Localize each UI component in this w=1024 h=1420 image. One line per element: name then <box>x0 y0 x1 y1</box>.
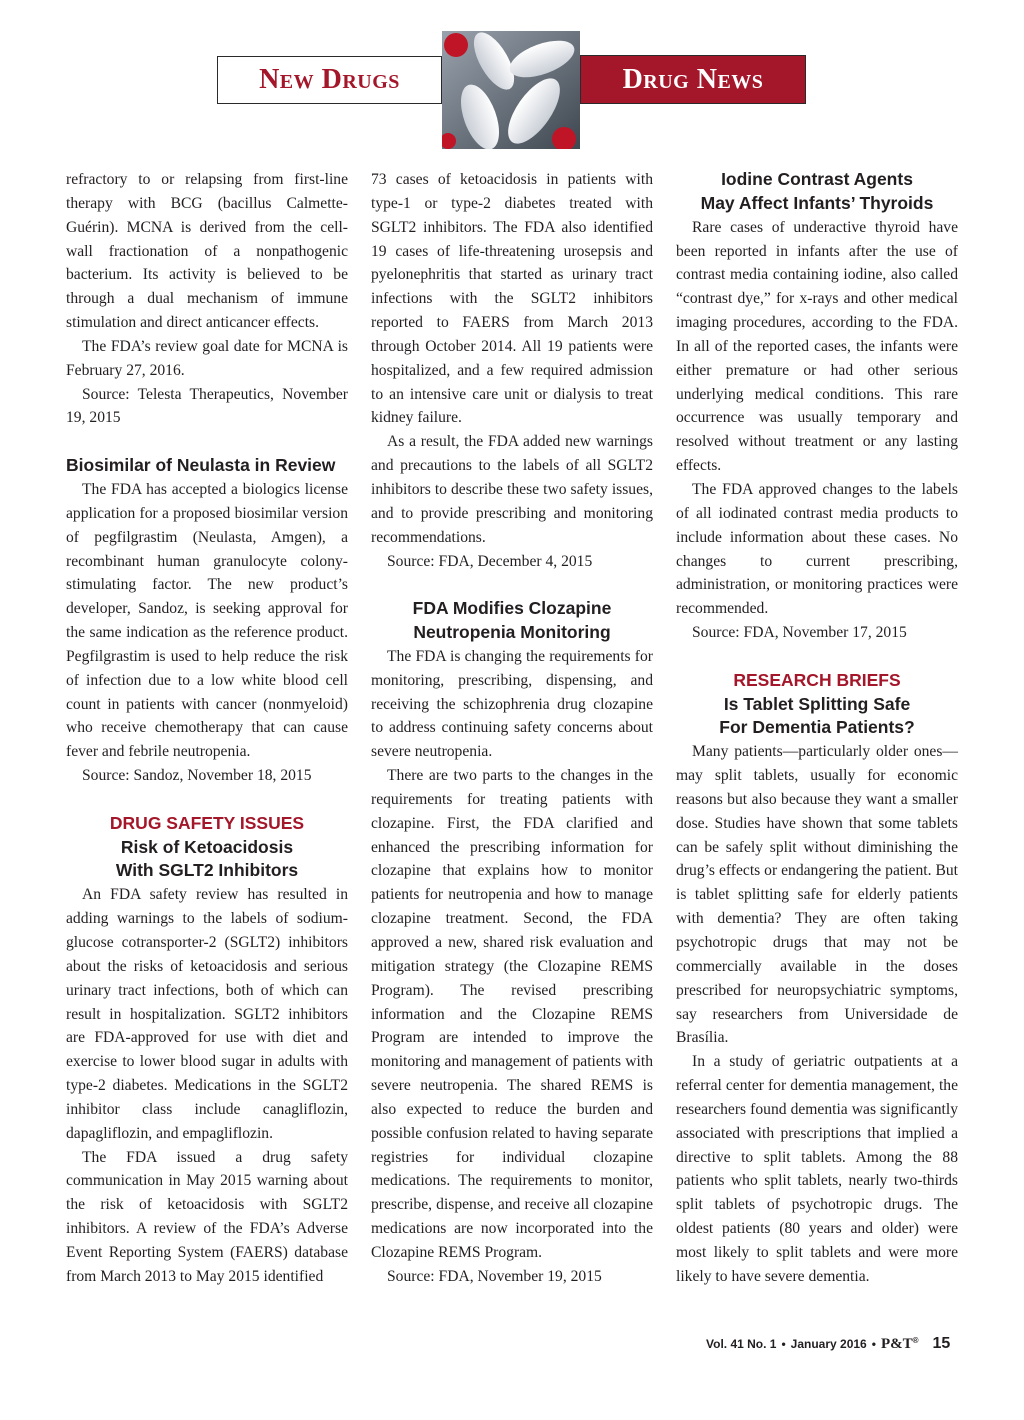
section-title-new-drugs <box>217 56 442 104</box>
col3-paragraph-tablet-splitting: Many patients—particularly older ones—may split tablets, usually for economic reasons but also because they want a smaller dose. Studies have shown that some tablets can be safely split without diminishing the drug’s effects or endangering the patient. But is tablet splitting safe for elderly patients with dementia? They are often taking psychotropic drugs that may not be commercially available in the doses prescribed for neuropsychiatric symptoms, say researchers from Universidade de Brasília. <box>676 743 958 1047</box>
heading-iodine-line2: May Affect Infants’ Thyroids <box>700 192 934 213</box>
kicker-drug-safety-issues: DRUG SAFETY ISSUES <box>109 812 305 833</box>
col1-paragraph-1: refractory to or relapsing from first-line therapy with BCG (bacillus Calmette-Guérin). MCNA is derived from the cell-wall fractionation of a nonpathogenic bacterium. Its activity is believed to be through a dual mechanism of immune stimulation and direct anticancer effects. <box>66 171 348 332</box>
section-title-drug-news-text: Drug News <box>622 63 764 95</box>
heading-neulasta-biosimilar: Biosimilar of Neulasta in Review <box>66 455 336 476</box>
heading-tablet-line2: For Dementia Patients? <box>719 717 915 738</box>
pills-illustration <box>442 31 580 149</box>
footer-volume: Vol. 41 No. 1 <box>706 1337 777 1351</box>
col2-paragraph-2: As a result, the FDA added new warnings and precautions to the labels of all SGLT2 inhibitors to describe these two safety issues, and to provide prescribing and monitoring recommendations. <box>371 433 653 546</box>
column-1 <box>66 168 348 1289</box>
col2-source-fda-dec4: Source: FDA, December 4, 2015 <box>387 552 593 570</box>
col3-paragraph-labels: The FDA approved changes to the labels of all iodinated contrast media products to include information about these cases. No changes to current prescribing, administration, or monitoring practices were recommended. <box>676 480 958 618</box>
footer-journal: P&T <box>880 1336 913 1352</box>
col1-source-telesta: Source: Telesta Therapeutics, November 19, 2015 <box>66 385 348 427</box>
pills-photo <box>442 31 580 149</box>
col3-paragraph-study: In a study of geriatric outpatients at a referral center for dementia management, the researchers found dementia was significantly associated with prescriptions that implied a directive to split tablets. Among the 88 patients who split tablets, nearly two-thirds split tablets of psychotropic drugs. The oldest patients (80 years and older) were most likely to split tablets and were more likely to have severe dementia. <box>676 1053 958 1285</box>
page-number: 15 <box>932 1335 951 1352</box>
page-footer <box>706 1335 950 1353</box>
heading-tablet-line1: Is Tablet Splitting Safe <box>723 693 911 714</box>
footer-registered-mark: ® <box>912 1336 919 1345</box>
col1-paragraph-2: The FDA’s review goal date for MCNA is February 27, 2016. <box>66 337 348 379</box>
heading-ketoacidosis-line1: Risk of Ketoacidosis <box>120 836 294 857</box>
col2-paragraph-1: 73 cases of ketoacidosis in patients with type-1 or type-2 diabetes treated with SGLT2 inhibitors. The FDA also identified 19 cases of life-threatening urosepsis and pyelonephritis that started as urinary tract infections with the SGLT2 inhibitors reported to FAERS from March 2013 through October 2014. All 19 patients were hospitalized, and a few required admission to an intensive care unit or dialysis to treat kidney failure. <box>371 171 653 427</box>
col1-paragraph-neulasta: The FDA has accepted a biologics license application for a proposed biosimilar version of pegfilgrastim (Neulasta, Amgen), a recombinant human granulocyte colony-stimulating factor. The new product’s developer, Sandoz, is seeking approval for the same indication as the reference product. Pegfilgrastim is used to help reduce the risk of infection due to a low white blood cell count in patients with cancer (nonmyeloid) who receive chemotherapy that can cause fever and febrile neutropenia. <box>66 480 348 761</box>
section-title-new-drugs-text: New Drugs <box>259 64 400 95</box>
footer-date: January 2016 <box>790 1337 867 1351</box>
col2-source-fda-nov19: Source: FDA, November 19, 2015 <box>387 1267 602 1285</box>
col2-paragraph-clozapine-intro: The FDA is changing the requirements for monitoring, prescribing, dispensing, and receiving the schizophrenia drug clozapine to address continuing safety concerns about severe neutropenia. <box>371 647 653 761</box>
col2-paragraph-clozapine-changes: There are two parts to the changes in the requirements for treating patients with clozapine. First, the FDA clarified and enhanced the prescribing information for clozapine that explains how to monitor patients for neutropenia and how to manage clozapine treatment. Second, the FDA approved a new, shared risk evaluation and mitigation strategy (the Clozapine REMS Program). The revised prescribing information and the Clozapine REMS Program are intended to improve the monitoring and management of patients with severe neutropenia. The shared REMS is also expected to reduce the burden and possible confusion related to having separate registries for individual clozapine medications. The requirements to monitor, prescribe, dispense, and receive all clozapine medications are now incorporated into the Clozapine REMS Program. <box>371 767 653 1261</box>
section-title-drug-news <box>580 55 806 104</box>
column-3 <box>676 168 958 1289</box>
heading-clozapine-line2: Neutropenia Monitoring <box>413 622 611 643</box>
col3-paragraph-iodine: Rare cases of underactive thyroid have been reported in infants after the use of contrast media containing iodine, also called “contrast dye,” for x-rays and other medical imaging procedures, according to the FDA. In all of the reported cases, the infants were either premature or had other serious underlying medical conditions. This rare occurrence was usually temporary and resolved without treatment or any lasting effects. <box>676 218 958 475</box>
footer-bullet-1: • <box>781 1337 786 1351</box>
col1-source-sandoz: Source: Sandoz, November 18, 2015 <box>82 767 312 785</box>
column-2 <box>371 168 653 1289</box>
col1-paragraph-sglt2: An FDA safety review has resulted in adding warnings to the labels of sodium-glucose cotransporter-2 (SGLT2) inhibitors about the risks of ketoacidosis and serious urinary tract infections, both of which can result in hospitalization. SGLT2 inhibitors are FDA-approved for use with diet and exercise to lower blood sugar in adults with type-2 diabetes. Medications in the SGLT2 inhibitor class include canagliflozin, dapagliflozin, and empagliflozin. <box>66 886 348 1142</box>
heading-iodine-line1: Iodine Contrast Agents <box>721 169 913 189</box>
kicker-research-briefs: RESEARCH BRIEFS <box>733 669 901 690</box>
col3-source-fda-nov17: Source: FDA, November 17, 2015 <box>692 624 907 642</box>
heading-ketoacidosis-line2: With SGLT2 Inhibitors <box>115 860 299 881</box>
footer-bullet-2: • <box>871 1337 876 1351</box>
col1-paragraph-faers: The FDA issued a drug safety communication in May 2015 warning about the risk of ketoacidosis with SGLT2 inhibitors. A review of the FDA’s Adverse Event Reporting System (FAERS) database from March 2013 to May 2015 identified <box>66 1148 348 1285</box>
heading-clozapine-line1: FDA Modifies Clozapine <box>412 598 612 619</box>
